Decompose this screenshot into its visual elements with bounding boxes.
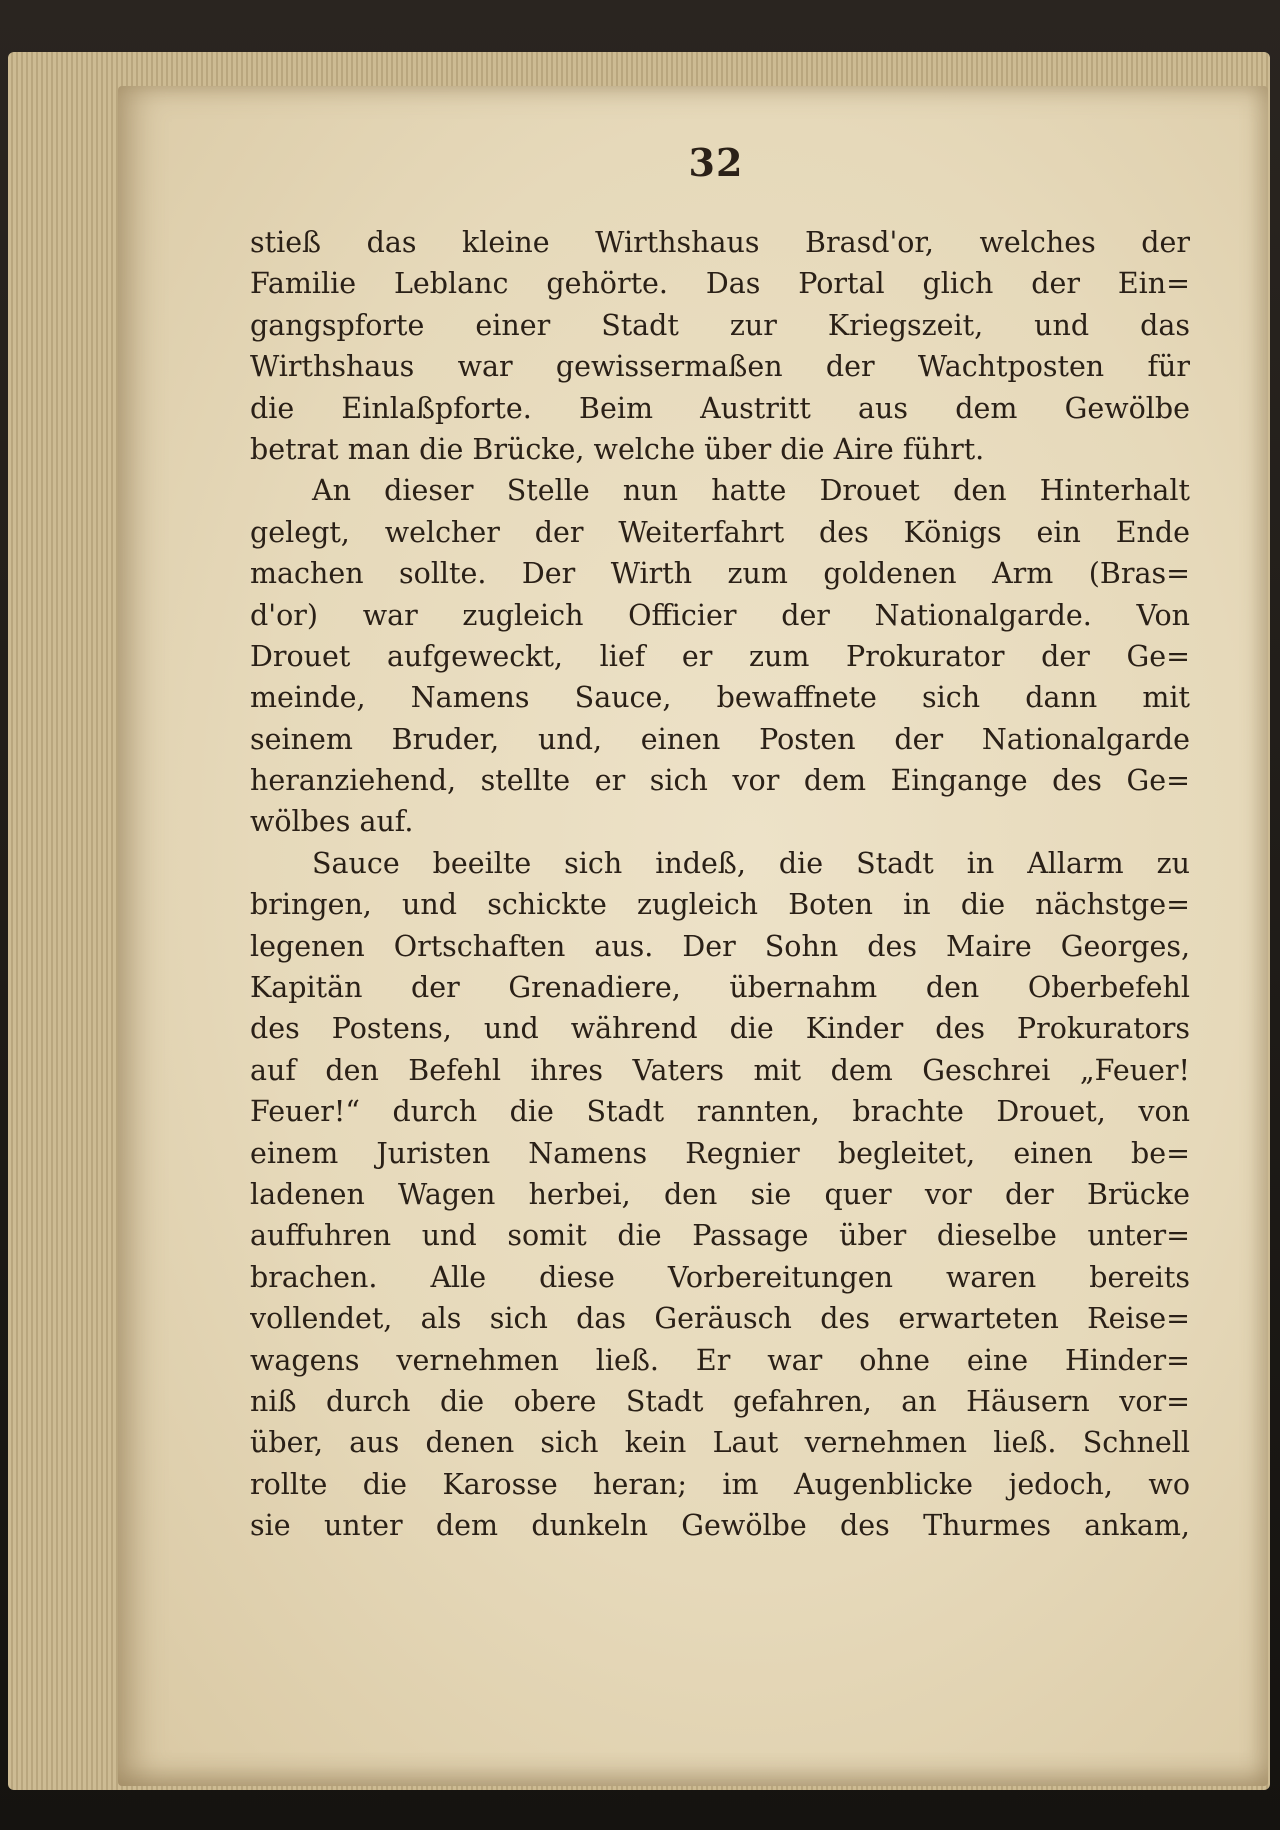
text-line: Drouet aufgeweckt, lief er zum Prokurator der Ge= bbox=[250, 639, 1190, 673]
text-line: machen sollte. Der Wirth zum goldenen Arm (Bras= bbox=[250, 557, 1190, 591]
text-line: über, aus denen sich kein Laut vernehmen ließ. Schnell bbox=[250, 1426, 1190, 1460]
text-line: vollendet, als sich das Geräusch des erwarteten Reise= bbox=[250, 1302, 1190, 1336]
text-line: rollte die Karosse heran; im Augenblicke jedoch, wo bbox=[250, 1467, 1190, 1501]
text-line: legenen Ortschaften aus. Der Sohn des Maire Georges, bbox=[250, 929, 1190, 963]
text-line: Sauce beeilte sich indeß, die Stadt in Allarm zu bbox=[312, 846, 1190, 880]
text-line: Wirthshaus war gewissermaßen der Wachtposten für bbox=[250, 350, 1190, 384]
text-line: seinem Bruder, und, einen Posten der Nationalgarde bbox=[250, 722, 1190, 756]
text-line: meinde, Namens Sauce, bewaffnete sich dann mit bbox=[250, 681, 1190, 715]
text-line: auf den Befehl ihres Vaters mit dem Geschrei „Feuer! bbox=[250, 1053, 1190, 1087]
text-line: heranziehend, stellte er sich vor dem Eingange des Ge= bbox=[250, 764, 1190, 798]
page-number: 32 bbox=[688, 140, 744, 185]
text-line: wagens vernehmen ließ. Er war ohne eine Hinder= bbox=[250, 1343, 1190, 1377]
text-line: Kapitän der Grenadiere, übernahm den Oberbefehl bbox=[250, 971, 1190, 1005]
text-line: des Postens, und während die Kinder des Prokurators bbox=[250, 1012, 1190, 1046]
text-line: An dieser Stelle nun hatte Drouet den Hinterhalt bbox=[312, 474, 1190, 508]
body-text bbox=[250, 222, 1190, 1547]
text-line: gangspforte einer Stadt zur Kriegszeit, und das bbox=[250, 308, 1190, 342]
text-line: auffuhren und somit die Passage über dieselbe unter= bbox=[250, 1219, 1190, 1253]
text-line: die Einlaßpforte. Beim Austritt aus dem Gewölbe bbox=[250, 391, 1190, 425]
text-line: sie unter dem dunkeln Gewölbe des Thurmes ankam, bbox=[250, 1509, 1190, 1543]
text-line: Feuer!“ durch die Stadt rannten, brachte Drouet, von bbox=[250, 1095, 1190, 1129]
text-line: betrat man die Brücke, welche über die Aire führt. bbox=[250, 432, 985, 466]
text-line: Familie Leblanc gehörte. Das Portal glich der Ein= bbox=[250, 267, 1190, 301]
text-line: stieß das kleine Wirthshaus Brasd'or, welches der bbox=[250, 226, 1190, 259]
text-line: bringen, und schickte zugleich Boten in die nächstge= bbox=[250, 888, 1190, 922]
text-line: brachen. Alle diese Vorbereitungen waren bereits bbox=[250, 1260, 1190, 1294]
text-line: gelegt, welcher der Weiterfahrt des Königs ein Ende bbox=[250, 515, 1190, 549]
text-line: d'or) war zugleich Officier der Nationalgarde. Von bbox=[250, 598, 1190, 632]
text-line: ladenen Wagen herbei, den sie quer vor der Brücke bbox=[250, 1177, 1190, 1211]
text-line: niß durch die obere Stadt gefahren, an Häusern vor= bbox=[250, 1384, 1190, 1418]
text-line: einem Juristen Namens Regnier begleitet, einen be= bbox=[250, 1136, 1190, 1170]
text-line: wölbes auf. bbox=[250, 805, 414, 839]
